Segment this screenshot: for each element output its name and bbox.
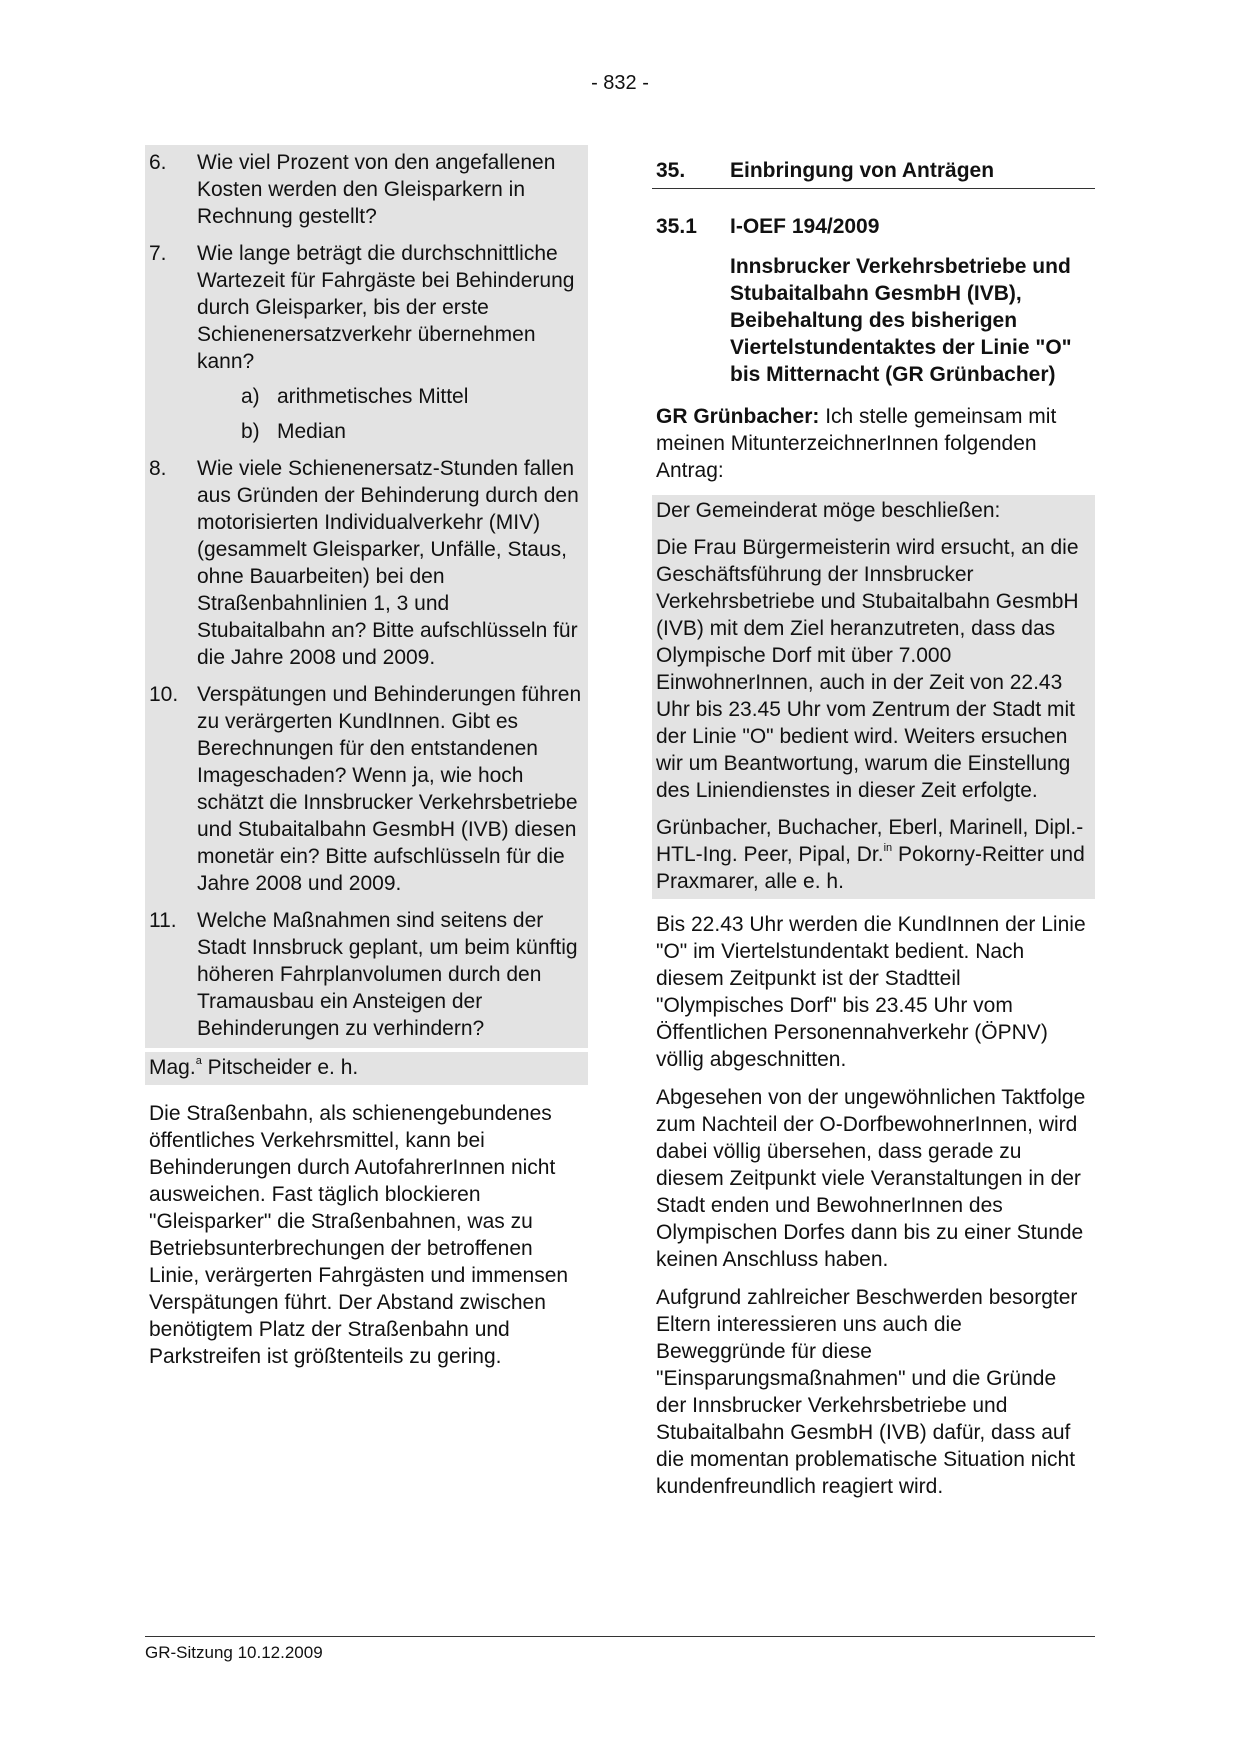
signer-title: Mag. xyxy=(149,1056,196,1079)
question-number: 7. xyxy=(149,242,167,265)
sub-item-label: b) xyxy=(241,420,260,443)
sub-item-label: a) xyxy=(241,385,260,408)
section-heading xyxy=(652,157,1095,189)
question-signer xyxy=(145,1052,588,1085)
question-number: 11. xyxy=(149,909,177,932)
question-text: Wie lange beträgt die durchschnittliche Wartezeit für Fahrgäste bei Behinderung durch Gleisparker, bis der erste Schienenersatzverkehr übernehmen kann? xyxy=(197,242,575,373)
signers-text: Grünbacher, Buchacher, Eberl, Marinell, Dipl.-HTL-Ing. Peer, Pipal, Dr. xyxy=(656,816,1084,866)
sub-item xyxy=(241,418,582,445)
body-paragraph: Bis 22.43 Uhr werden die KundInnen der Linie "O" im Viertelstundentakt bedient. Nach diesem Zeitpunkt ist der Stadtteil "Olympisches Dorf" bis 23.45 Uhr vom Öffentlichen Personennahverkehr (ÖPNV) völlig abgeschnitten. xyxy=(656,913,1086,1071)
subsection-number: 35.1 xyxy=(656,215,697,238)
left-column xyxy=(145,145,588,1391)
question-item xyxy=(149,455,582,671)
question-number: 8. xyxy=(149,457,167,480)
signer-name: Pitscheider e. h. xyxy=(207,1056,359,1079)
question-item xyxy=(149,240,582,445)
question-text: Verspätungen und Behinderungen führen zu verärgerten KundInnen. Gibt es Berechnungen für den entstandenen Imageschaden? Wenn ja, wie hoch schätzt die Innsbrucker Verkehrsbetriebe und Stubaitalbahn GesmbH (IVB) diesen monetär ein? Bitte aufschlüsseln für die Jahre 2008 und 2009. xyxy=(197,683,582,895)
motion-subject: Innsbrucker Verkehrsbetriebe und Stubaitalbahn GesmbH (IVB), Beibehaltung des bisherigen Viertelstundentaktes der Linie "O" bis Mitternacht (GR Grünbacher) xyxy=(730,255,1072,386)
section-number: 35. xyxy=(656,159,686,182)
question-item xyxy=(149,907,582,1042)
question-text: Wie viel Prozent von den angefallenen Kosten werden den Gleisparkern in Rechnung gestellt? xyxy=(197,151,556,228)
section-title: Einbringung von Anträgen xyxy=(730,159,995,182)
intro-text: Ich stelle gemeinsam mit meinen MitunterzeichnerInnen folgenden Antrag: xyxy=(656,405,1057,482)
sub-item xyxy=(241,383,582,410)
motion-signers xyxy=(656,814,1091,895)
body-paragraph: Abgesehen von der ungewöhnlichen Taktfolge zum Nachteil der O-DorfbewohnerInnen, wird dabei völlig übersehen, dass gerade zu diesem Zeitpunkt viele Veranstaltungen in der Stadt enden und BewohnerInnen des Olympischen Dorfes dann bis zu einer Stunde keinen Anschluss haben. xyxy=(656,1086,1086,1271)
motion-intro xyxy=(652,403,1095,484)
signers-text-cont: Pokorny-Reitter und Praxmarer, alle e. h. xyxy=(656,843,1085,893)
question-text: Wie viele Schienenersatz-Stunden fallen aus Gründen der Behinderung durch den motorisierten Individualverkehr (MIV) (gesammelt Gleisparker, Unfälle, Staus, ohne Bauarbeiten) bei den Straßenbahnlinien 1, 3 und Stubaitalbahn an? Bitte aufschlüsseln für die Jahre 2008 und 2009. xyxy=(197,457,579,669)
question-item xyxy=(149,149,582,230)
sub-item-text: arithmetisches Mittel xyxy=(277,385,469,408)
signer-title-superscript: a xyxy=(195,1055,202,1067)
sub-item-text: Median xyxy=(277,420,346,443)
motion-lead: Der Gemeinderat möge beschließen: xyxy=(656,499,1001,522)
signers-superscript: in xyxy=(883,842,893,854)
question-item xyxy=(149,681,582,897)
speaker-name: GR Grünbacher: xyxy=(656,405,820,428)
motion-box xyxy=(652,495,1095,899)
question-number: 6. xyxy=(149,151,167,174)
question-text: Welche Maßnahmen sind seitens der Stadt Innsbruck geplant, um beim künftig höheren Fahrplanvolumen durch den Tramausbau ein Ansteigen der Behinderungen zu verhindern? xyxy=(197,909,578,1040)
page-footer: GR-Sitzung 10.12.2009 xyxy=(145,1636,1095,1663)
body-paragraph: Die Straßenbahn, als schienengebundenes öffentliches Verkehrsmittel, kann bei Behinderungen durch AutofahrerInnen nicht ausweichen. Fast täglich blockieren "Gleisparker" die Straßenbahnen, was zu Betriebsunterbrechungen der betroffenen Linie, verärgerten Fahrgästen und immensen Verspätungen führt. Der Abstand zwischen benötigtem Platz der Straßenbahn und Parkstreifen ist größtenteils zu gering. xyxy=(149,1102,569,1368)
subsection-title: I-OEF 194/2009 xyxy=(730,215,880,238)
subsection-heading xyxy=(652,213,1095,240)
question-number: 10. xyxy=(149,683,179,706)
right-column xyxy=(652,145,1095,1511)
body-paragraph: Aufgrund zahlreicher Beschwerden besorgter Eltern interessieren uns auch die Beweggründe für diese "Einsparungsmaßnahmen" und die Gründe der Innsbrucker Verkehrsbetriebe und Stubaitalbahn GesmbH (IVB) dafür, dass auf die momentan problematische Situation nicht kundenfreundlich reagiert wird. xyxy=(656,1286,1078,1498)
question-list xyxy=(145,145,588,1048)
motion-body: Die Frau Bürgermeisterin wird ersucht, an die Geschäftsführung der Innsbrucker Verkehrsbetriebe und Stubaitalbahn GesmbH (IVB) mit dem Ziel heranzutreten, dass das Olympische Dorf mit über 7.000 EinwohnerInnen, auch in der Zeit von 22.43 Uhr bis 23.45 Uhr vom Zentrum der Stadt mit der Linie "O" bedient wird. Weiters ersuchen wir um Beantwortung, warum die Einstellung des Liniendienstes in dieser Zeit erfolgte. xyxy=(656,536,1079,802)
page-number: - 832 - xyxy=(591,72,649,94)
